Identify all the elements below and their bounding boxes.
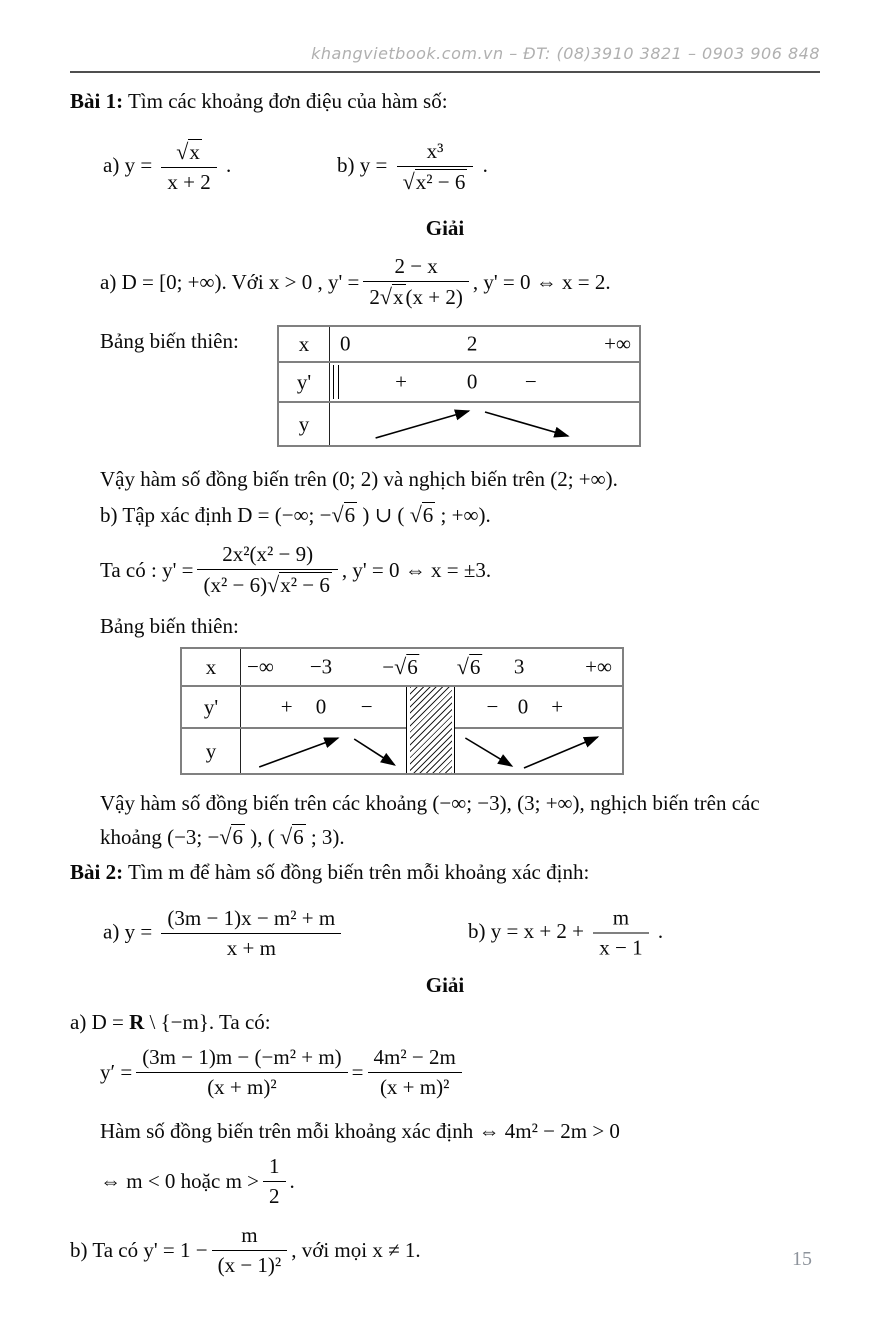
fraction [161, 139, 216, 195]
problem-1-formulas [70, 126, 820, 208]
x-value: −3 [309, 654, 333, 679]
sqrt-radical: √6 [409, 502, 434, 527]
fraction [197, 542, 337, 598]
taco-post: , y' = 0 ⇔ x = ±3. [341, 557, 492, 582]
solution-heading-2: Giải [425, 973, 465, 997]
formula-1a-pre: a) y = [103, 152, 158, 177]
solution-1a-line [100, 251, 820, 313]
bbt-label-2: Bảng biến thiên: [100, 614, 239, 638]
set-R-symbol: R [129, 1010, 145, 1034]
fraction [212, 1223, 288, 1278]
formula-1b-post: . [477, 152, 488, 177]
problem-2-heading [70, 860, 820, 885]
radicand: x [189, 140, 200, 164]
page-number: 15 [792, 1248, 812, 1270]
denominator: 2 [269, 1183, 280, 1208]
denominator: x + 2 [167, 170, 211, 194]
denominator: (x + m)² [379, 1074, 450, 1099]
page-header [70, 0, 820, 73]
numerator: (3m − 1)x − m² + m [161, 906, 341, 934]
numerator: m [593, 906, 648, 934]
radicand: x [393, 285, 404, 309]
row-x-values [241, 649, 622, 685]
sqrt-radical: √6 [331, 502, 356, 527]
variation-table-1 [277, 325, 641, 447]
denominator: 2√x(x + 2) [369, 284, 463, 309]
x-value: 3 [513, 654, 525, 679]
radicand: 6 [422, 503, 434, 527]
double-bar [333, 365, 339, 399]
numerator [161, 139, 216, 168]
monotonicity-arrows [330, 403, 639, 445]
formula-1a [103, 139, 231, 195]
solution-1b-domain: b) Tập xác định D = (−∞; −√6 ) ∪ ( √6 ; +∞). [100, 502, 491, 527]
numerator: 2x²(x² − 9) [197, 542, 337, 570]
row-label-y-prime: y' [279, 363, 330, 401]
fraction [161, 906, 341, 961]
variation-table-2 [180, 647, 624, 775]
solution-2a-result: ⇔ m < 0 hoặc m > $\frac{1}{2}$ . [100, 1153, 295, 1208]
table-row-y-prime [279, 363, 639, 403]
sign-value: − [486, 694, 499, 719]
sol-1a-pre: a) D = [0; +∞). Với x > 0 , y' = [100, 269, 360, 294]
sign-value: − [524, 369, 537, 394]
problem-2-formulas [70, 897, 820, 969]
sign-value: + [280, 694, 293, 719]
fraction [368, 1045, 462, 1100]
radicand: 6 [232, 825, 243, 849]
fraction [593, 906, 648, 961]
formula-2a: a) y = $\frac{\text{(3m − 1)x − m² + m}}{x + m}$ [103, 906, 345, 961]
sqrt-radical: √x² − 6 [267, 572, 330, 597]
fraction [363, 254, 468, 310]
problem-1-label: Bài 1: [70, 89, 124, 113]
fraction [397, 139, 474, 195]
x-value: +∞ [604, 331, 631, 356]
row-label-x: x [182, 649, 241, 685]
denominator: (x² − 6)√x² − 6 [203, 572, 330, 597]
numerator: m [212, 1223, 288, 1251]
radicand: x² − 6 [415, 170, 466, 194]
solution-2b-derivative: b) Ta có y' = 1 − $\frac{m}{\text{(x − 1)²}}$ , với mọi x ≠ 1. [70, 1222, 421, 1277]
variation-table-1-block [70, 325, 820, 447]
solution-1b-derivative [100, 532, 820, 608]
x-value: 0 [340, 331, 351, 356]
row-label-y: y [279, 403, 330, 445]
x-value: −√6 [382, 654, 418, 679]
denominator: x + m [226, 935, 276, 960]
formula-1b [337, 139, 488, 195]
numerator: 4m² − 2m [368, 1045, 462, 1073]
x-value: −∞ [247, 654, 274, 679]
sign-value: 0 [315, 694, 327, 719]
sign-value: + [395, 369, 407, 394]
table-row-y-prime [182, 687, 622, 729]
sign-value: + [551, 694, 564, 719]
formula-1b-pre: b) y = [337, 152, 393, 177]
row-label-y: y [182, 729, 241, 773]
bbt-label-1: Bảng biến thiên: [100, 329, 239, 353]
problem-1-heading [70, 89, 820, 114]
conclusion-1b-line1: Vậy hàm số đồng biến trên các khoảng (−∞; −3), (3; +∞), nghịch biến trên các [100, 791, 760, 815]
header-website-text: khangvietbook.com.vn – ĐT: (08)3910 3821 – 0903 906 848 [311, 44, 820, 63]
sqrt-radical: √6 [279, 824, 304, 849]
sqrt-radical: √x² − 6 [402, 169, 466, 194]
table-row-y [279, 403, 639, 445]
denominator: (x + m)² [207, 1074, 277, 1099]
fraction [136, 1045, 347, 1100]
sqrt-radical: √x [379, 284, 404, 309]
radicand: 6 [469, 655, 481, 679]
numerator: 2 − x [363, 254, 468, 282]
formula-1a-post: . [220, 152, 232, 177]
row-label-x: x [279, 327, 330, 361]
table-row-x [182, 649, 622, 687]
denominator: x − 1 [599, 935, 643, 960]
numerator: x³ [397, 139, 474, 167]
fraction [263, 1154, 286, 1209]
sol-1a-post: , y' = 0 ⇔ x = 2. [472, 269, 611, 294]
problem-1-title: Tìm các khoảng đơn điệu của hàm số: [123, 89, 448, 113]
sign-value: 0 [517, 694, 529, 719]
table-row-x [279, 327, 639, 363]
taco-pre: Ta có : y' = [100, 557, 194, 582]
denominator: (x − 1)² [217, 1252, 282, 1277]
table-row-y [182, 729, 622, 773]
row-y-prime-values [330, 363, 639, 401]
sqrt-radical: √6 [219, 824, 243, 849]
conclusion-1a: Vậy hàm số đồng biến trên (0; 2) và nghịch biến trên (2; +∞). [100, 467, 618, 491]
numerator: (3m − 1)m − (−m² + m) [136, 1045, 347, 1073]
solution-2a-condition: Hàm số đồng biến trên mỗi khoảng xác định ⇔ 4m² − 2m > 0 [100, 1119, 620, 1143]
radicand: 6 [407, 655, 418, 679]
sqrt-radical: √x [176, 139, 200, 164]
numerator: 1 [263, 1154, 286, 1182]
conclusion-1b-line2: khoảng (−3; −√6 ), ( √6 ; 3). [100, 824, 345, 849]
radicand: x² − 6 [280, 573, 330, 597]
sqrt-radical: √6 [394, 654, 418, 679]
solution-heading-1: Giải [425, 216, 465, 240]
row-label-y-prime: y' [182, 687, 241, 727]
formula-2b: b) y = x + 2 + $\frac{m}{x - 1}$ . [468, 905, 664, 960]
sign-value: − [360, 694, 373, 719]
row-y-arrows [330, 403, 639, 445]
problem-2-title: Tìm m để hàm số đồng biến trên mỗi khoảng xác định: [123, 860, 590, 884]
row-x-values [330, 327, 639, 361]
radicand: 6 [344, 503, 356, 527]
x-value: 2 [466, 331, 478, 356]
x-value: +∞ [585, 654, 612, 679]
excluded-interval-hatch [406, 687, 455, 773]
solution-2a-domain: a) D = R \ {−m}. Ta có: [70, 1010, 271, 1034]
denominator [397, 167, 474, 195]
radicand: 6 [293, 825, 304, 849]
x-value [457, 654, 483, 680]
sign-value: 0 [466, 369, 478, 394]
sqrt-radical: √6 [456, 654, 481, 679]
problem-2-label: Bài 2: [70, 860, 124, 884]
solution-2a-derivative: y′ = $\frac{\text{(3m − 1)m − (−m² + m)}}{\text{(x + m)²}}$ = $\frac{\text{4m² − 2m}}{\text{(x + m)²}}$ [100, 1037, 820, 1107]
